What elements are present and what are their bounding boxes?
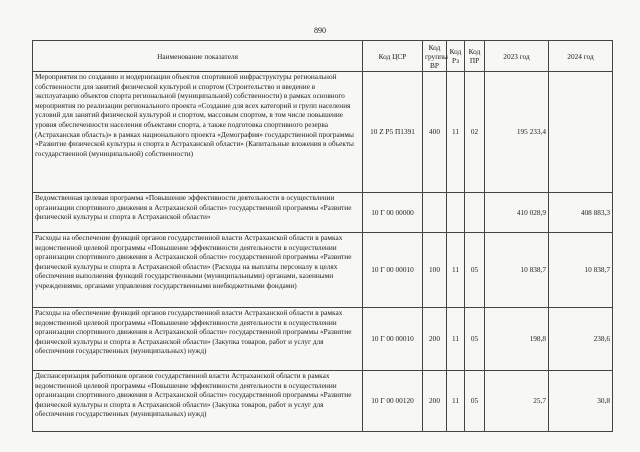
row-2024: 30,8: [549, 371, 613, 432]
row-2024: 10 838,7: [549, 233, 613, 308]
row-2023: 198,8: [485, 308, 549, 371]
row-2023: 10 838,7: [485, 233, 549, 308]
row-csr: 10 Г 00 00000: [363, 193, 423, 233]
header-rz: Код Рз: [447, 41, 465, 72]
row-vr: 200: [423, 308, 447, 371]
row-2023: 195 233,4: [485, 72, 549, 193]
table-row: [33, 371, 613, 432]
row-2024: 238,6: [549, 308, 613, 371]
header-csr: Код ЦСР: [363, 41, 423, 72]
row-vr: 200: [423, 371, 447, 432]
row-2024: [549, 72, 613, 193]
header-2024: 2024 год: [549, 41, 613, 72]
table-row: [33, 233, 613, 308]
row-pr: [465, 193, 485, 233]
row-2024: 408 883,3: [549, 193, 613, 233]
row-name: Диспансеризация работников органов государственной власти Астраханской области в рамках ведомственной целевой программы «Повышение эффективности деятельности в осуществлении организации спортивного движения в Астраханской области» государственной программы «Развитие физической культуры и спорта в Астраханской области» (Закупка товаров, работ и услуг для обеспечения государственных (муниципальных) нужд): [33, 371, 363, 432]
table-row: [33, 193, 613, 233]
row-pr: 02: [465, 72, 485, 193]
header-vr: Код группы ВР: [423, 41, 447, 72]
row-name: Расходы на обеспечение функций органов государственной власти Астраханской области в рамках ведомственной целевой программы «Повышение эффективности деятельности в осуществлении организации спортивного движения в Астраханской области» государственной программы «Развитие физической культуры и спорта в Астраханской области» (Закупка товаров, работ и услуг для обеспечения государственных (муниципальных) нужд): [33, 308, 363, 371]
budget-table: [32, 40, 613, 432]
row-name: Ведомственная целевая программа «Повышение эффективности деятельности в осуществлении организации спортивного движения в Астраханской области» государственной программы «Развитие физической культуры и спорта в Астраханской области»: [33, 193, 363, 233]
row-vr: 100: [423, 233, 447, 308]
row-2023: 25,7: [485, 371, 549, 432]
row-name: Расходы на обеспечение функций органов государственной власти Астраханской области в рамках ведомственной целевой программы «Повышение эффективности деятельности в осуществлении организации спортивного движения в Астраханской области» государственной программы «Развитие физической культуры и спорта в Астраханской области» (Расходы на выплаты персоналу в целях обеспечения выполнения функций государственными (муниципальными) органами, казенными учреждениями, органами управления государственными внебюджетными фондами): [33, 233, 363, 308]
row-rz: 11: [447, 233, 465, 308]
row-pr: 05: [465, 233, 485, 308]
header-name: Наименование показателя: [33, 41, 363, 72]
row-csr: 10 Z P5 П1391: [363, 72, 423, 193]
row-vr: [423, 193, 447, 233]
row-pr: 05: [465, 371, 485, 432]
row-rz: 11: [447, 371, 465, 432]
page-number: 890: [314, 26, 326, 35]
row-2023: 410 028,9: [485, 193, 549, 233]
row-rz: 11: [447, 308, 465, 371]
row-name: Мероприятия по созданию и модернизации объектов спортивной инфраструктуры региональной собственности для занятий физической культурой и спортом (Строительство и введение в эксплуатацию объектов спорта региональной (муниципальной) собственности) в рамках основного мероприятия по реализации регионального проекта «Создание для всех категорий и групп населения условий для занятий физической культурой и спортом, массовым спортом, в том числе повышение уровня обеспеченности населения объектами спорта, а также подготовка спортивного резерва (Астраханская область)» в рамках национального проекта «Демография» государственной программы «Развитие физической культуры и спорта в Астраханской области» (Капитальные вложения в объекты государственной (муниципальной) собственности): [33, 72, 363, 193]
row-csr: 10 Г 00 00010: [363, 308, 423, 371]
header-pr: Код ПР: [465, 41, 485, 72]
row-pr: 05: [465, 308, 485, 371]
row-csr: 10 Г 00 00120: [363, 371, 423, 432]
table-row: [33, 308, 613, 371]
header-2023: 2023 год: [485, 41, 549, 72]
table-header-row: [33, 41, 613, 72]
row-vr: 400: [423, 72, 447, 193]
row-csr: 10 Г 00 00010: [363, 233, 423, 308]
row-rz: [447, 193, 465, 233]
table-row: [33, 72, 613, 193]
row-rz: 11: [447, 72, 465, 193]
